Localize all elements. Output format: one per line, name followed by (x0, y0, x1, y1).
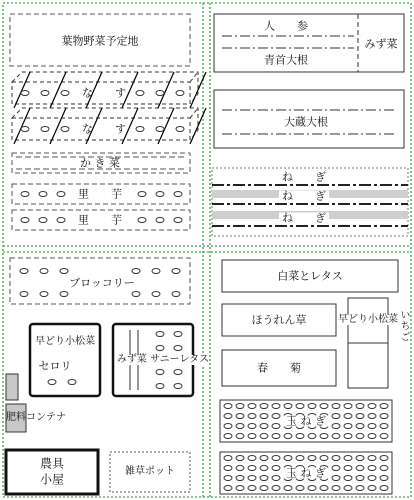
onion-seedling (248, 486, 256, 491)
spinach-label: ほうれん草 (251, 313, 307, 327)
onion-seedling (368, 476, 376, 481)
kakina-label: か き 菜 (80, 156, 120, 170)
onion-seedling (296, 486, 304, 491)
onion-seedling (368, 466, 376, 471)
aokubi-daikon-label: 青首大根 (264, 53, 308, 67)
tool-shed-label: 農具 小屋 (39, 456, 65, 486)
onion-seedling (272, 434, 280, 439)
onion-seedling (320, 404, 328, 409)
satoimo-2-label: 里 芋 (78, 213, 122, 227)
wase-komatsuna-left-label: 早どり小松菜 (35, 336, 95, 347)
mizuna-label: みず菜 (364, 37, 398, 51)
fertilizer-container-label: 肥料コンテナ (6, 412, 66, 423)
onion-seedling (284, 486, 292, 491)
onion-seedling (248, 476, 256, 481)
wase-komatsuna-right-label: 早どり小松菜 (338, 314, 398, 325)
onion-seedling (224, 486, 232, 491)
onion-seedling (260, 476, 268, 481)
onion-seedling (308, 456, 316, 461)
onion-seedling (260, 424, 268, 429)
tamanegi-2-label: 玉 ね ぎ (283, 468, 329, 479)
onion-seedling (284, 456, 292, 461)
negi-1-label: ね ぎ (279, 172, 329, 183)
mizuna-sunny-lettuce-label: みず菜 サニーレタス (116, 354, 210, 365)
onion-seedling (380, 404, 388, 409)
onion-seedling (380, 424, 388, 429)
leafy-planned-label: 葉物野菜予定地 (61, 34, 139, 48)
tamanegi-1-label: 玉 ね ぎ (283, 416, 329, 427)
compost-pot-label: 雑草ポット (125, 466, 175, 477)
onion-seedling (236, 404, 244, 409)
onion-seedling (344, 414, 352, 419)
onion-seedling (260, 434, 268, 439)
negi-2-label: ね ぎ (279, 191, 329, 202)
onion-seedling (356, 424, 364, 429)
onion-seedling (332, 456, 340, 461)
onion-seedling (284, 404, 292, 409)
onion-seedling (236, 456, 244, 461)
onion-seedling (272, 404, 280, 409)
onion-seedling (368, 456, 376, 461)
onion-seedling (380, 476, 388, 481)
onion-seedling (224, 466, 232, 471)
onion-seedling (224, 404, 232, 409)
onion-seedling (332, 486, 340, 491)
onion-seedling (332, 466, 340, 471)
onion-seedling (320, 486, 328, 491)
celery-label: セロリ (38, 359, 72, 373)
onion-seedling (272, 424, 280, 429)
fertilizer-container-1 (6, 374, 18, 400)
onion-seedling (356, 466, 364, 471)
onion-seedling (260, 486, 268, 491)
onion-seedling (368, 486, 376, 491)
onion-seedling (332, 414, 340, 419)
onion-seedling (272, 456, 280, 461)
shungiku-label: 春 菊 (257, 361, 301, 375)
negi-3-label: ね ぎ (279, 213, 329, 224)
onion-seedling (236, 476, 244, 481)
onion-seedling (332, 476, 340, 481)
onion-seedling (224, 476, 232, 481)
onion-seedling (368, 434, 376, 439)
onion-seedling (332, 424, 340, 429)
onion-seedling (248, 424, 256, 429)
onion-seedling (344, 486, 352, 491)
onion-seedling (272, 476, 280, 481)
onion-seedling (236, 486, 244, 491)
onion-seedling (344, 434, 352, 439)
onion-seedling (380, 456, 388, 461)
onion-seedling (356, 414, 364, 419)
onion-seedling (272, 466, 280, 471)
onion-seedling (308, 434, 316, 439)
onion-seedling (356, 434, 364, 439)
onion-seedling (332, 404, 340, 409)
onion-seedling (224, 434, 232, 439)
onion-seedling (356, 404, 364, 409)
onion-seedling (296, 434, 304, 439)
onion-seedling (380, 434, 388, 439)
onion-seedling (224, 456, 232, 461)
onion-seedling (296, 456, 304, 461)
hakusai-lettuce-label: 白菜とレタス (277, 269, 343, 283)
onion-seedling (332, 434, 340, 439)
nasu-1-label: な す (82, 86, 126, 100)
onion-seedling (260, 404, 268, 409)
onion-seedling (284, 434, 292, 439)
onion-seedling (236, 466, 244, 471)
onion-seedling (296, 404, 304, 409)
onion-seedling (248, 404, 256, 409)
onion-seedling (368, 414, 376, 419)
strawberry-label: いちご (398, 309, 409, 343)
onion-seedling (356, 476, 364, 481)
onion-seedling (236, 424, 244, 429)
onion-seedling (272, 414, 280, 419)
onion-seedling (260, 414, 268, 419)
broccoli-label: ブロッコリー (69, 276, 135, 290)
ninjin-label: 人 参 (264, 19, 308, 33)
onion-seedling (308, 486, 316, 491)
onion-seedling (308, 404, 316, 409)
onion-seedling (260, 456, 268, 461)
onion-seedling (224, 414, 232, 419)
onion-seedling (380, 486, 388, 491)
onion-seedling (260, 466, 268, 471)
onion-seedling (248, 414, 256, 419)
onion-seedling (236, 434, 244, 439)
satoimo-1-label: 里 芋 (78, 187, 122, 201)
onion-seedling (344, 466, 352, 471)
onion-seedling (248, 434, 256, 439)
onion-seedling (248, 456, 256, 461)
onion-seedling (344, 424, 352, 429)
okura-daikon-label: 大蔵大根 (284, 115, 328, 129)
onion-seedling (320, 456, 328, 461)
onion-seedling (380, 466, 388, 471)
onion-seedling (380, 414, 388, 419)
onion-seedling (344, 456, 352, 461)
onion-seedling (272, 486, 280, 491)
onion-seedling (356, 456, 364, 461)
onion-seedling (248, 466, 256, 471)
onion-seedling (224, 424, 232, 429)
onion-seedling (344, 476, 352, 481)
nasu-2-label: な す (82, 122, 126, 136)
onion-seedling (356, 486, 364, 491)
onion-seedling (368, 404, 376, 409)
onion-seedling (368, 424, 376, 429)
onion-seedling (236, 414, 244, 419)
onion-seedling (344, 404, 352, 409)
onion-seedling (320, 434, 328, 439)
